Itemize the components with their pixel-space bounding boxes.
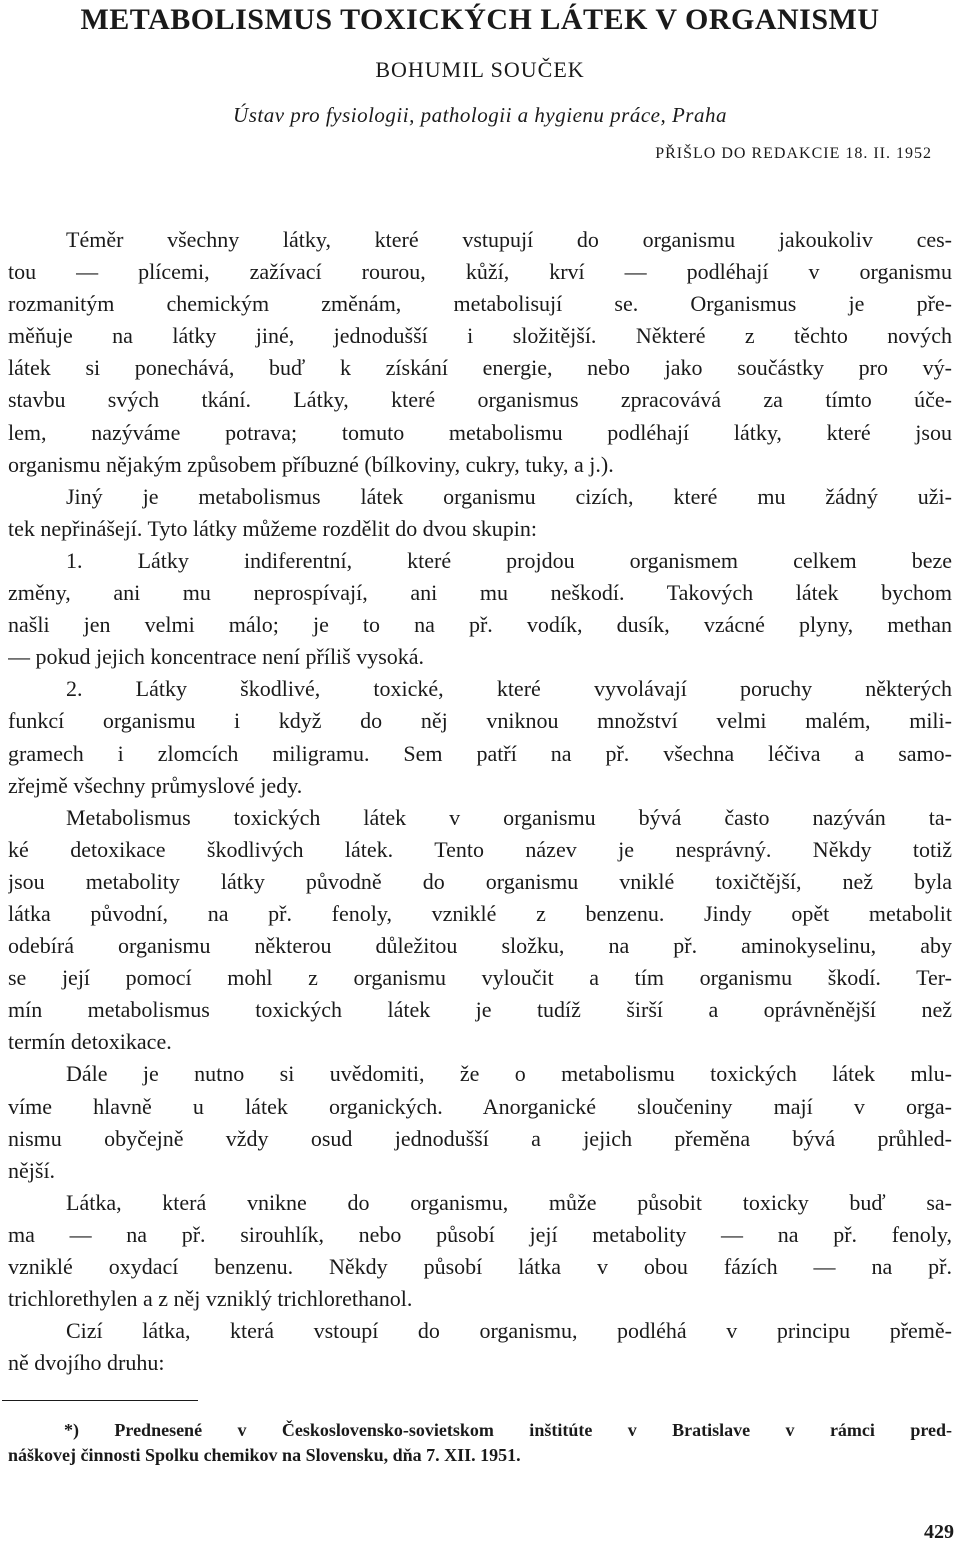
body-line: Látka, která vnikne do organismu, může působit toxicky buď sa- — [66, 1189, 952, 1215]
body-line: mín metabolismus toxických látek je tudíž širší a oprávněnější než — [8, 997, 952, 1023]
body-line: rozmanitým chemickým změnám, metabolisují se. Organismus je pře- — [8, 291, 952, 317]
footnote — [8, 1418, 952, 1468]
body-line: Cizí látka, která vstoupí do organismu, podléhá v principu přemě- — [66, 1318, 952, 1344]
body-line: víme hlavně u látek organických. Anorganické sloučeniny mají v orga- — [8, 1093, 952, 1119]
page-number: 429 — [924, 1521, 954, 1543]
body-line: trichlorethylen a z něj vzniklý trichlorethanol. — [8, 1286, 413, 1312]
body-line: měňuje na látky jiné, jednodušší i složitější. Některé z těchto nových — [8, 323, 952, 349]
body-line: organismu nějakým způsobem příbuzné (bílkoviny, cukry, tuky, a j.). — [8, 451, 614, 477]
body-line: stavbu svých tkání. Látky, které organismus zpracovává za tímto úče- — [8, 387, 952, 413]
body-line: Metabolismus toxických látek v organismu bývá často nazýván ta- — [66, 804, 952, 830]
body-line: změny, ani mu neprospívají, ani mu neškodí. Takových látek bychom — [8, 580, 952, 606]
list-item-line: 2. Látky škodlivé, toxické, které vyvolávají poruchy některých — [66, 676, 952, 702]
author-name: BOHUMIL SOUČEK — [375, 57, 585, 82]
body-line: tou — plícemi, zažívací rourou, kůží, krví — podléhají v organismu — [8, 259, 952, 285]
list-item-line: 1. Látky indiferentní, které projdou organismem celkem beze — [66, 547, 952, 573]
body-line: látka původní, na př. fenoly, vzniklé z benzenu. Jindy opět metabolit — [8, 900, 952, 926]
body-line: látek si ponechává, buď k získání energie, nebo jako součástky pro vý- — [8, 355, 952, 381]
body-line: se její pomocí mohl z organismu vyloučit a tím organismu škodí. Ter- — [8, 965, 952, 991]
body-line: termín detoxikace. — [8, 1029, 172, 1055]
body-line: Téměr všechny látky, které vstupují do organismu jakoukoliv ces- — [66, 227, 952, 252]
article-body — [8, 224, 952, 1379]
body-line: odebírá organismu některou důležitou složku, na př. aminokyselinu, aby — [8, 933, 952, 959]
body-line: tek nepřinášejí. Tyto látky můžeme rozdělit do dvou skupin: — [8, 515, 537, 541]
received-date: PŘIŠLO DO REDAKCIE 18. II. 1952 — [655, 145, 932, 162]
body-line: ké detoxikace škodlivých látek. Tento název je nesprávný. Někdy totiž — [8, 836, 952, 862]
body-line: jsou metabolity látky původně do organismu vniklé toxičtější, než byla — [8, 868, 952, 894]
institution: Ústav pro fysiologii, pathologii a hygienu práce, Praha — [233, 103, 727, 127]
article-title: METABOLISMUS TOXICKÝCH LÁTEK V ORGANISMU — [80, 3, 880, 36]
body-line: našli jen velmi málo; je to na př. vodík, dusík, vzácné plyny, methan — [8, 612, 952, 638]
body-line: ma — na př. sirouhlík, nebo působí její metabolity — na př. fenoly, — [8, 1221, 952, 1247]
body-line: lem, nazýváme potrava; tomuto metabolismu podléhají látky, které jsou — [8, 419, 952, 445]
footnote-line: náškovej činnosti Spolku chemikov na Slovensku, dňa 7. XII. 1951. — [8, 1445, 521, 1465]
footnote-line: *) Prednesené v Československo-sovietskom inštitúte v Bratislave v rámci pred- — [64, 1420, 952, 1440]
body-line: vzniklé oxydací benzenu. Někdy působí látka v obou fázích — na př. — [8, 1254, 952, 1279]
body-line: funkcí organismu i když do něj vniknou množství velmi malém, mili- — [8, 708, 952, 734]
footnote-divider — [2, 1400, 198, 1401]
body-line: Jiný je metabolismus látek organismu cizích, které mu žádný uži- — [66, 483, 952, 509]
body-line: gramech i zlomcích miligramu. Sem patří na př. všechna léčiva a samo- — [8, 740, 952, 766]
body-line: nější. — [8, 1157, 56, 1183]
body-line: nismu obyčejně vždy osud jednodušší a jejich přeměna bývá průhled- — [8, 1125, 952, 1151]
body-line: — pokud jejich koncentrace není příliš vysoká. — [8, 644, 425, 670]
body-line: zřejmě všechny průmyslové jedy. — [8, 772, 303, 798]
body-line: Dále je nutno si uvědomiti, že o metabolismu toxických látek mlu- — [66, 1061, 952, 1087]
body-line: ně dvojího druhu: — [8, 1350, 165, 1376]
